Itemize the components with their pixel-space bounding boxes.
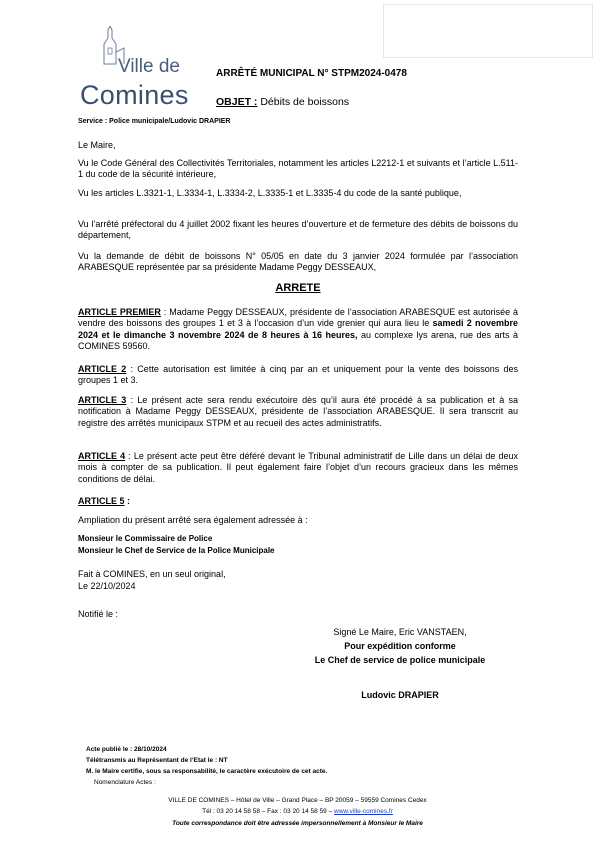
signature-name: Ludovic DRAPIER xyxy=(361,690,439,700)
article-2-label: ARTICLE 2 xyxy=(78,364,127,374)
recipient-chef-service: Monsieur le Chef de Service de la Police Municipale xyxy=(78,546,275,555)
nomenclature: Nomenclature Actes : xyxy=(94,779,156,786)
intro-vu-demande: Vu la demande de débit de boissons N° 05/05 en date du 3 janvier 2024 formulée par l’association ARABESQUE représentée par sa présidente Madame Peggy DESSEAUX, xyxy=(78,251,518,273)
city-logo xyxy=(78,22,198,112)
footer-contact xyxy=(60,808,535,815)
intro-vu-cgct: Vu le Code Général des Collectivités Territoriales, notamment les articles L2212-1 et suivants et l’article L.511-1 du code de la sécurité intérieure, xyxy=(78,158,518,180)
logo-comines: Comines xyxy=(80,80,189,110)
website-link[interactable]: www.ville-comines.fr xyxy=(334,808,393,815)
arrete-heading: ARRETE xyxy=(275,282,321,294)
date-line: Le 22/10/2024 xyxy=(78,581,136,591)
objet-text: Débits de boissons xyxy=(257,96,350,108)
article-4-label: ARTICLE 4 xyxy=(78,451,126,461)
article-3-label: ARTICLE 3 xyxy=(78,395,127,405)
teletransmis: Télétransmis au Représentant de l’Etat le : NT xyxy=(86,757,228,764)
decree-title: ARRÊTÉ MUNICIPAL N° STPM2024-0478 xyxy=(216,68,407,79)
service-line: Service : Police municipale/Ludovic DRAPIER xyxy=(78,118,231,125)
decree-subject xyxy=(216,96,349,108)
signature-maire: Signé Le Maire, Eric VANSTAEN, xyxy=(333,627,467,637)
certifie: M. le Maire certifie, sous sa responsabilité, le caractère exécutoire de cet acte. xyxy=(86,768,328,775)
stamp-box xyxy=(383,4,593,58)
fait-line: Fait à COMINES, en un seul original, xyxy=(78,569,226,579)
article-4: ARTICLE 4 : Le présent acte peut être déféré devant le Tribunal administratif de Lille dans un délai de deux mois à compter de sa publication. Il peut également faire l’objet d’un recours gracieux dans les mêmes conditions de délai. xyxy=(78,451,518,484)
article-5-label: ARTICLE 5 xyxy=(78,496,125,506)
article-3: ARTICLE 3 : Le présent acte sera rendu exécutoire dès qu’il aura été procédé à sa publication et à sa notification à Madame Peggy DESSEAUX, présidente de l’association ARABESQUE. Il sera transcrit au registre des arrêtés municipaux STPM et au recueil des actes administratifs. xyxy=(78,395,518,428)
objet-label: OBJET : xyxy=(216,96,258,108)
ampliation-line: Ampliation du présent arrêté sera également adressée à : xyxy=(78,515,308,525)
article-5: ARTICLE 5 : xyxy=(78,496,131,506)
notifie-line: Notifié le : xyxy=(78,609,119,619)
acte-publie: Acte publié le : 28/10/2024 xyxy=(86,746,167,753)
article-1: ARTICLE PREMIER : Madame Peggy DESSEAUX, présidente de l’association ARABESQUE est autorisée à vendre des boissons des groupes 1 et 3 à l’occasion d’un vide grenier qui aura lieu le samedi 2 novembre 2024 et le dimanche 3 novembre 2024 de 8 heures à 16 heures, au complexe lys arena, rue des arts à COMINES 59560. xyxy=(78,307,519,351)
signature-expedition: Pour expédition conforme xyxy=(344,641,456,651)
signature-chef: Le Chef de service de police municipale xyxy=(314,655,486,665)
intro-maire: Le Maire, xyxy=(78,140,116,150)
footer-correspondence: Toute correspondance doit être adressée impersonnellement à Monsieur le Maire xyxy=(172,820,423,827)
intro-vu-prefectoral: Vu l’arrêté préfectoral du 4 juillet 2002 fixant les heures d’ouverture et de fermeture des débits de boissons du département, xyxy=(78,219,518,241)
recipient-commissaire: Monsieur le Commissaire de Police xyxy=(78,534,213,543)
footer-tel: Tél : 03 20 14 58 58 – Fax : 03 20 14 58 59 – xyxy=(202,808,335,815)
article-2: ARTICLE 2 : Cette autorisation est limitée à cinq par an et uniquement pour la vente des boissons des groupes 1 et 3. xyxy=(78,364,518,386)
article-1-label: ARTICLE PREMIER xyxy=(78,307,161,317)
logo-ville: Ville de xyxy=(118,56,180,77)
intro-vu-sante: Vu les articles L.3321-1, L.3334-1, L.3334-2, L.3335-1 et L.3335-4 du code de la santé publique, xyxy=(78,188,462,198)
footer-address: VILLE DE COMINES – Hôtel de Ville – Grand Place – BP 20059 – 59559 Comines Cedex xyxy=(168,797,427,804)
